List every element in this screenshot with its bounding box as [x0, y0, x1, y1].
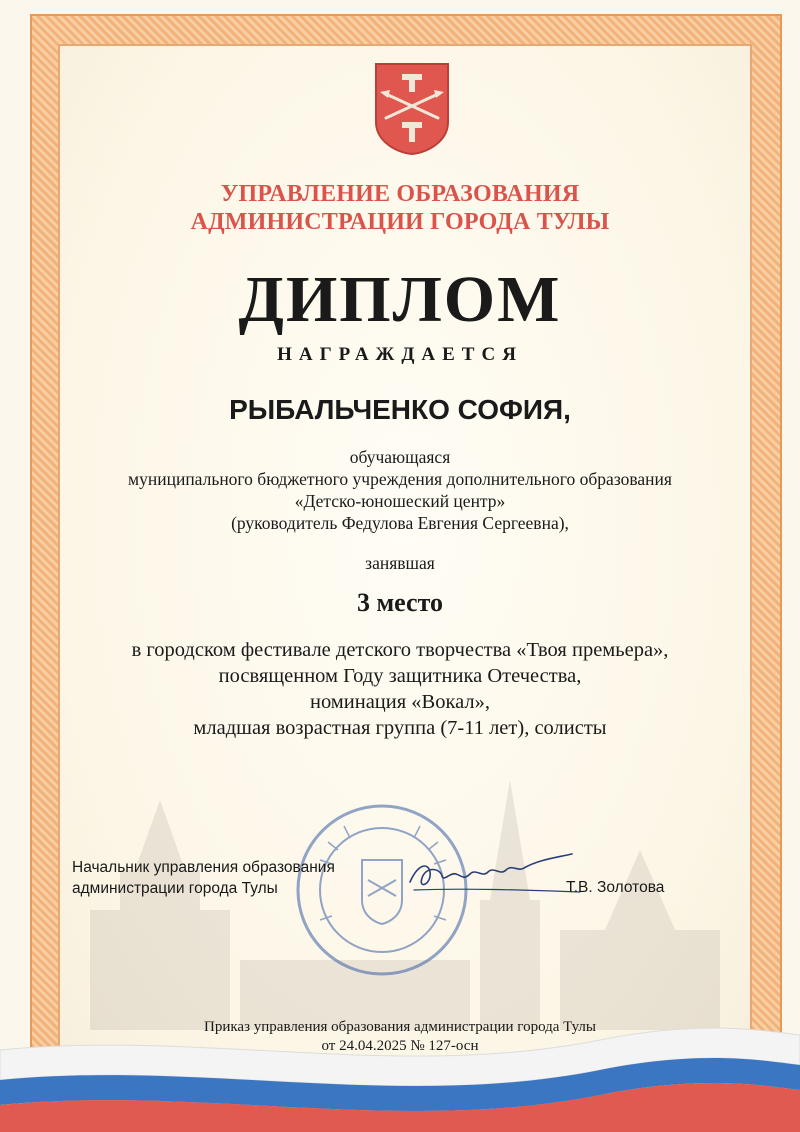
supervisor-line: (руководитель Федулова Евгения Сергеевна),: [231, 513, 569, 533]
org-name-line-1: УПРАВЛЕНИЕ ОБРАЗОВАНИЯ: [220, 181, 580, 207]
event-line-3: номинация «Вокал»,: [309, 691, 491, 713]
tula-coat-of-arms-icon: [372, 60, 452, 156]
order-line-2: от 24.04.2025 № 127-осн: [321, 1038, 479, 1054]
took-label: занявшая: [365, 553, 435, 573]
org-name-line-2: АДМИНИСТРАЦИИ ГОРОДА ТУЛЫ: [190, 209, 610, 235]
diploma-title: ДИПЛОМ: [238, 263, 562, 336]
recipient-name: РЫБАЛЬЧЕНКО СОФИЯ,: [229, 394, 571, 425]
place-value: 3 место: [356, 588, 444, 617]
awarded-label: НАГРАЖДАЕТСЯ: [277, 344, 523, 365]
signer-position-line-1: Начальник управления образования: [72, 859, 335, 876]
order-reference: [0, 1018, 800, 1056]
event-line-1: в городском фестивале детского творчества «Твоя премьера»,: [131, 639, 669, 661]
handwritten-signature: [404, 850, 584, 898]
signer-position: [72, 857, 335, 899]
signer-name: Т.В. Золотова: [566, 879, 665, 896]
institution-line-2: «Детско-юношеский центр»: [294, 491, 506, 511]
student-label: обучающаяся: [349, 447, 451, 467]
event-line-2: посвященном Году защитника Отечества,: [218, 665, 582, 687]
event-line-4: младшая возрастная группа (7-11 лет), солисты: [193, 717, 607, 739]
order-line-1: Приказ управления образования администрации города Тулы: [204, 1019, 596, 1035]
institution-line-1: муниципального бюджетного учреждения дополнительного образования: [128, 469, 672, 489]
signer-position-line-2: администрации города Тулы: [72, 880, 278, 897]
